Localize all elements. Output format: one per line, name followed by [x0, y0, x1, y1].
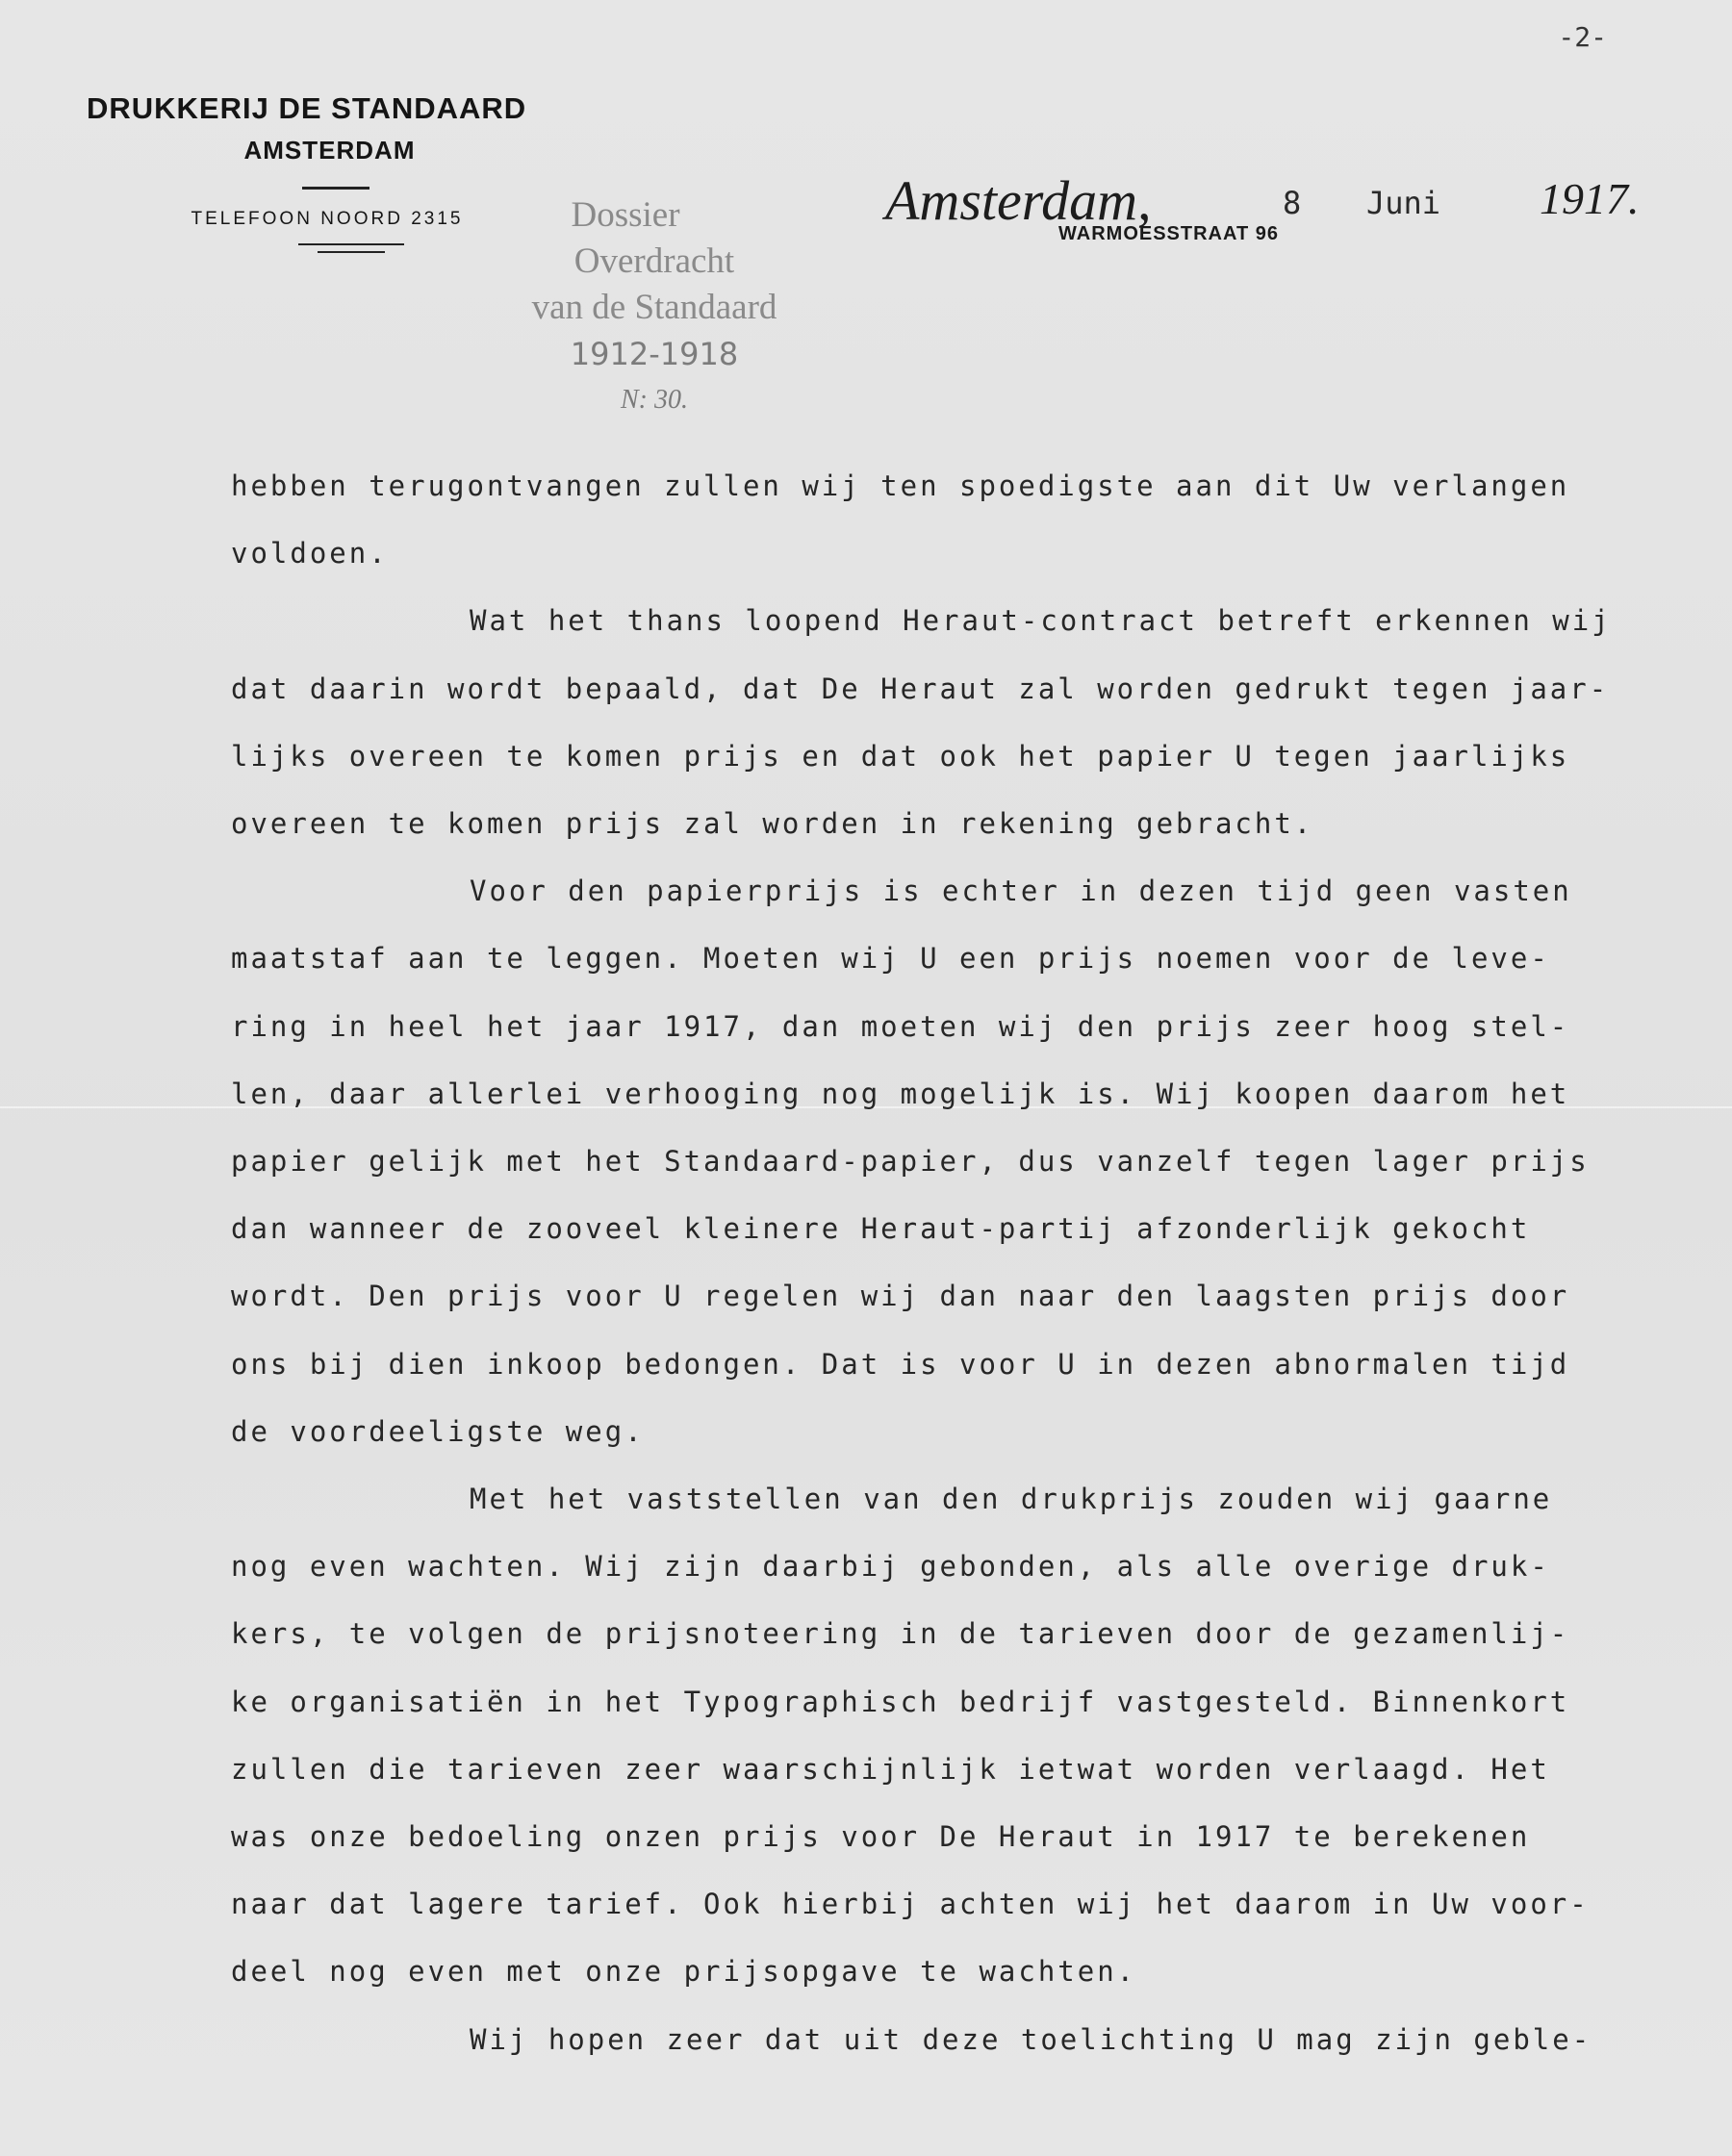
stamp-line-years: 1912-1918 — [570, 336, 739, 372]
body-line: zullen die tarieven zeer waarschijnlijk ietwat worden verlaagd. Het — [231, 1752, 1550, 1786]
body-line: wordt. Den prijs voor U regelen wij dan naar den laagsten prijs door — [231, 1280, 1570, 1313]
body-line: deel nog even met onze prijsopgave te wachten. — [231, 1955, 1137, 1989]
body-line: maatstaf aan te leggen. Moeten wij U een prijs noemen voor de leve- — [231, 942, 1550, 976]
street-address: WARMOESSTRAAT 96 — [1058, 223, 1279, 244]
body-line: len, daar allerlei verhooging nog mogelijk is. Wij koopen daarom het — [231, 1077, 1570, 1110]
stamp-handwritten-number: N: 30. — [621, 385, 688, 415]
body-line: nog even wachten. Wij zijn daarbij gebonden, als alle overige druk- — [231, 1550, 1550, 1584]
stamp-line-dossier: Dossier — [571, 195, 680, 235]
body-line: ons bij dien inkoop bedongen. Dat is voor U in dezen abnormalen tijd — [231, 1347, 1570, 1381]
stamp-line-overdracht: Overdracht — [573, 241, 735, 281]
body-line: Wij hopen zeer dat uit deze toelichting U mag zijn geble- — [470, 2022, 1592, 2056]
letterhead-phone: TELEFOON NOORD 2315 — [191, 209, 464, 229]
letter-body — [231, 452, 1655, 2073]
body-line: de voordeeligste weg. — [231, 1414, 645, 1448]
letterhead-company-name: DRUKKERIJ DE STANDAARD — [87, 91, 527, 125]
body-line: was onze bedoeling onzen prijs voor De Heraut in 1917 te berekenen — [231, 1820, 1531, 1854]
body-line: overeen te komen prijs zal worden in rekening gebracht. — [231, 807, 1314, 841]
body-line: lijks overeen te komen prijs en dat ook het papier U tegen jaarlijks — [231, 739, 1570, 773]
body-line: hebben terugontvangen zullen wij ten spoedigste aan dit Uw verlangen — [231, 469, 1570, 502]
date-year: 1917. — [1540, 174, 1640, 223]
body-line: kers, te volgen de prijsnoteering in de tarieven door de gezamenlij- — [231, 1617, 1570, 1651]
date-month: Juni — [1366, 185, 1441, 221]
body-line: Wat het thans loopend Heraut-contract betreft erkennen wij — [470, 604, 1612, 638]
stamp-line-van-de-standaard: van de Standaard — [531, 288, 777, 327]
body-line: dat daarin wordt bepaald, dat De Heraut zal worden gedrukt tegen jaar- — [231, 672, 1610, 705]
place-script: Amsterdam, — [885, 169, 1152, 232]
body-line: naar dat lagere tarief. Ook hierbij achten wij het daarom in Uw voor- — [231, 1888, 1590, 1921]
body-line: Voor den papierprijs is echter in dezen tijd geen vasten — [470, 875, 1572, 908]
body-line: ring in heel het jaar 1917, dan moeten wij den prijs zeer hoog stel- — [231, 1009, 1570, 1043]
date-day: 8 — [1283, 185, 1302, 221]
letterhead-divider — [302, 187, 369, 190]
body-line: Met het vaststellen van den drukprijs zouden wij gaarne — [470, 1483, 1553, 1516]
body-line: voldoen. — [231, 537, 389, 571]
body-line: ke organisatiën in het Typographisch bedrijf vastgesteld. Binnenkort — [231, 1685, 1570, 1718]
archive-stamp — [462, 192, 847, 423]
body-line: dan wanneer de zooveel kleinere Heraut-partij afzonderlijk gekocht — [231, 1212, 1531, 1246]
letterhead-double-rule — [298, 243, 404, 253]
page-number: -2- — [1558, 21, 1607, 53]
letterhead-city: AMSTERDAM — [243, 136, 416, 165]
body-line: papier gelijk met het Standaard-papier, dus vanzelf tegen lager prijs — [231, 1145, 1590, 1179]
